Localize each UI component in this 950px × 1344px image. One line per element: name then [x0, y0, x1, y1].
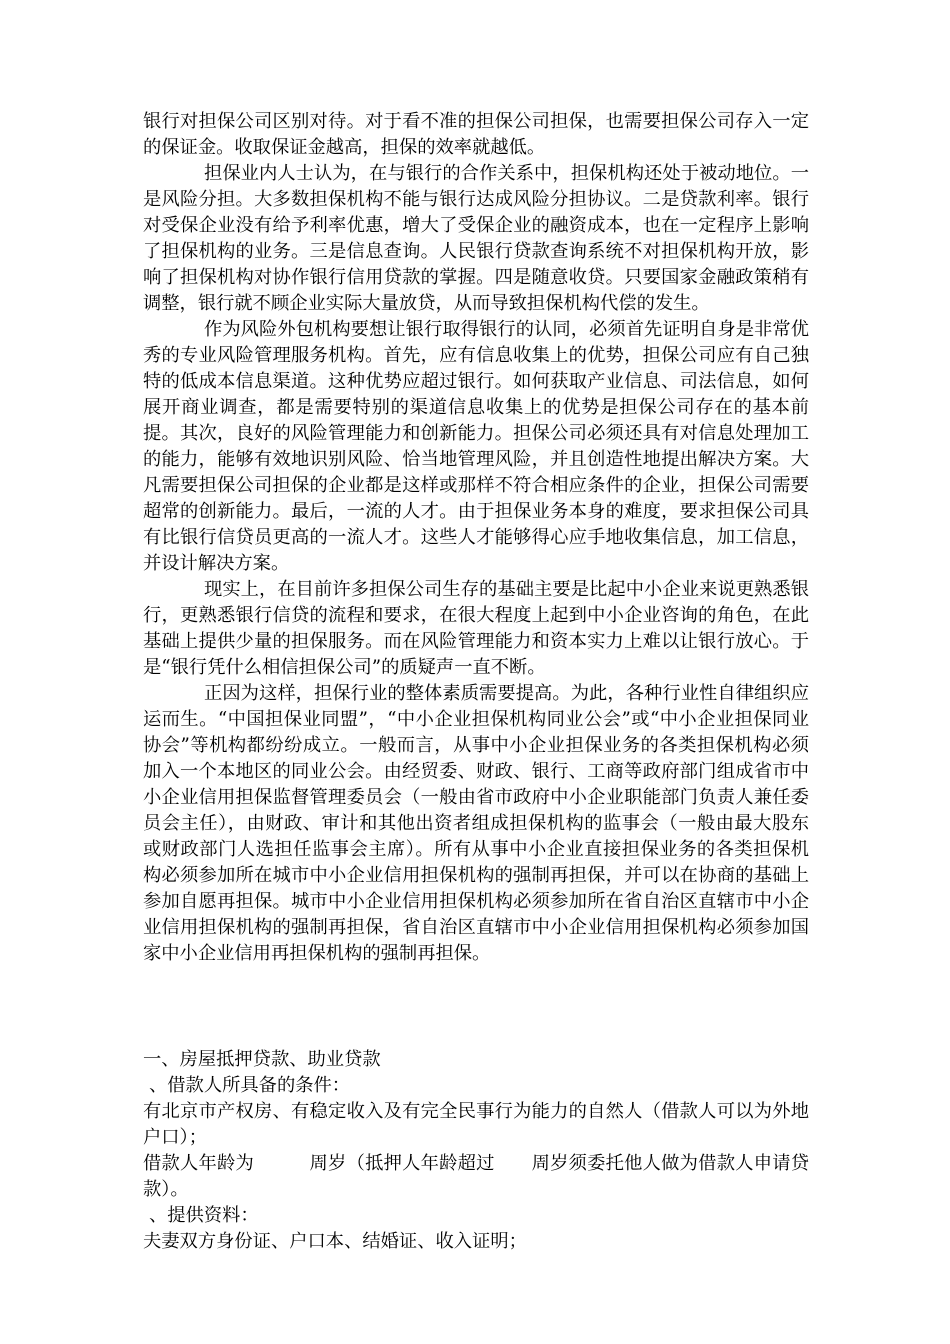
paragraph-passive-position: 担保业内人士认为，在与银行的合作关系中，担保机构还处于被动地位。一是风险分担。大多数担保机构不能与银行达成风险分担协议。二是贷款利率。银行对受保企业没有给予利率优惠，增大了受保企业的融资成本，也在一定程序上影响了担保机构的业务。三是信息查询。人民银行贷款查询系统不对担保机构开放，影响了担保机构对协作银行信用贷款的掌握。四是随意收贷。只要国家金融政策稍有调整，银行就不顾企业实际大量放贷，从而导致担保机构代偿的发生。 [143, 163, 809, 314]
paragraph-industry-self-regulation: 正因为这样，担保行业的整体素质需要提高。为此，各种行业性自律组织应运而生。“中国担保业同盟”，“中小企业担保机构同业公会”或“中小企业担保同业协会”等机构都纷纷成立。一般而言，从事中小企业担保业务的各类担保机构必须加入一个本地区的同业公会。由经贸委、财政、银行、工商等政府部门组成省市中小企业信用担保监督管理委员会（一般由省市政府中小企业职能部门负责人兼任委员会主任），由财政、审计和其他出资者组成担保机构的监事会（一般由最大股东或财政部门人选担任监事会主席）。所有从事中小企业直接担保业务的各类担保机构必须参加所在城市中小企业信用担保机构的强制再担保，并可以在协商的基础上参加自愿再担保。城市中小企业信用担保机构必须参加所在省自治区直辖市中小企业信用担保机构的强制再担保，省自治区直辖市中小企业信用担保机构必须参加国家中小企业信用再担保机构的强制再担保。 [143, 683, 809, 964]
section-spacer [143, 967, 809, 1047]
materials-label: 、提供资料： [149, 1205, 259, 1226]
paragraph-reality: 现实上，在目前许多担保公司生存的基础主要是比起中小企业来说更熟悉银行，更熟悉银行信贷的流程和要求，在很大程度上起到中小企业咨询的角色，在此基础上提供少量的担保服务。而在风险管理能力和资本实力上难以让银行放心。于是“银行凭什么相信担保公司”的质疑声一直不断。 [143, 579, 809, 678]
paragraph-risk-outsourcing: 作为风险外包机构要想让银行取得银行的认同，必须首先证明自身是非常优秀的专业风险管理服务机构。首先，应有信息收集上的优势，担保公司应有自己独特的低成本信息渠道。这种优势应超过银行。如何获取产业信息、司法信息，如何展开商业调查，都是需要特别的渠道信息收集上的优势是担保公司存在的基本前提。其次，良好的风险管理能力和创新能力。担保公司必须还具有对信息处理加工的能力，能够有效地识别风险、恰当地管理风险，并且创造性地提出解决方案。大凡需要担保公司担保的企业都是这样或那样不符合相应条件的企业，担保公司需要超常的创新能力。最后，一流的人才。由于担保业务本身的难度，要求担保公司具有比银行信贷员更高的一流人才。这些人才能够得心应手地收集信息，加工信息，并设计解决方案。 [143, 319, 809, 574]
section-heading: 一、房屋抵押贷款、助业贷款 [143, 1049, 381, 1070]
condition-item: 有北京市产权房、有稳定收入及有完全民事行为能力的自然人（借款人可以为外地户口）； [143, 1101, 809, 1148]
conditions-label: 、借款人所具备的条件： [149, 1075, 351, 1096]
paragraph-guarantee-deposit: 银行对担保公司区别对待。对于看不准的担保公司担保，也需要担保公司存入一定的保证金。收取保证金越高，担保的效率就越低。 [143, 111, 809, 158]
condition-item: 借款人年龄为 周岁（抵押人年龄超过 周岁须委托他人做为借款人申请贷款）。 [143, 1153, 809, 1200]
material-item: 夫妻双方身份证、户口本、结婚证、收入证明； [143, 1231, 527, 1252]
document-page [143, 109, 809, 1255]
